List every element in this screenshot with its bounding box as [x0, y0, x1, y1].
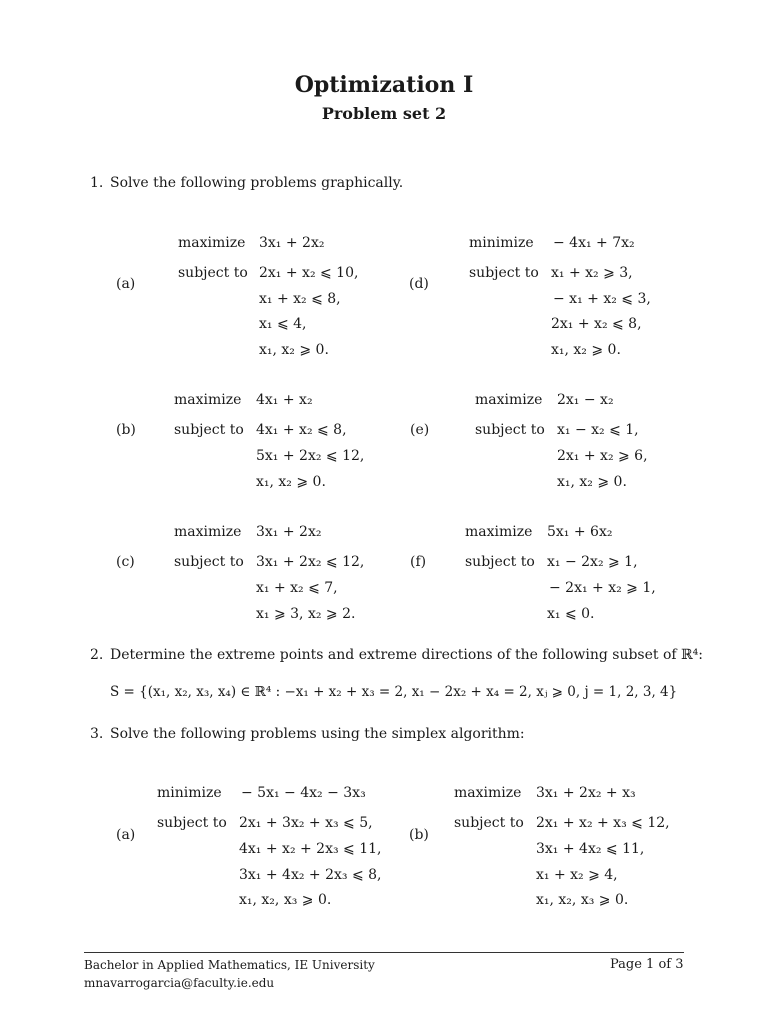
- q1c-constraint-1: 3x₁ + 2x₂ ⩽ 12,: [256, 554, 365, 570]
- q3b-constraint-2: 3x₁ + 4x₂ ⩽ 11,: [536, 841, 645, 857]
- q3-number: 3.: [90, 726, 104, 742]
- q1e-objective: 2x₁ − x₂: [557, 392, 614, 408]
- q1d-objective-keyword: minimize: [469, 235, 534, 251]
- q1b-constraint-2: 5x₁ + 2x₂ ⩽ 12,: [256, 448, 365, 464]
- q1a-objective-keyword: maximize: [178, 235, 246, 251]
- q3a-constraint-3: 3x₁ + 4x₂ + 2x₃ ⩽ 8,: [239, 867, 382, 883]
- q1d-constraint-1: x₁ + x₂ ⩾ 3,: [551, 265, 633, 281]
- q1b-constraint-3: x₁, x₂ ⩾ 0.: [256, 474, 326, 490]
- q1a-constraint-1: 2x₁ + x₂ ⩽ 10,: [259, 265, 359, 281]
- q3b-label: (b): [409, 827, 429, 843]
- q3a-subject-to: subject to: [157, 815, 227, 831]
- footer-page-number: Page 1 of 3: [610, 957, 684, 972]
- q1d-constraint-2: − x₁ + x₂ ⩽ 3,: [553, 291, 651, 307]
- q1e-constraint-3: x₁, x₂ ⩾ 0.: [557, 474, 627, 490]
- q1c-constraint-3: x₁ ⩾ 3, x₂ ⩾ 2.: [256, 606, 356, 622]
- document-subtitle: Problem set 2: [321, 104, 447, 123]
- q1d-constraint-3: 2x₁ + x₂ ⩽ 8,: [551, 316, 642, 332]
- q3b-subject-to: subject to: [454, 815, 524, 831]
- q3a-constraint-4: x₁, x₂, x₃ ⩾ 0.: [239, 892, 332, 908]
- q1f-constraint-3: x₁ ⩽ 0.: [547, 606, 595, 622]
- q1c-label: (c): [116, 554, 135, 570]
- q1-text: Solve the following problems graphically.: [110, 175, 404, 191]
- q1a-objective: 3x₁ + 2x₂: [259, 235, 325, 251]
- footer-email: mnavarrogarcia@faculty.ie.edu: [84, 976, 275, 990]
- q1b-constraint-1: 4x₁ + x₂ ⩽ 8,: [256, 422, 347, 438]
- q3a-objective-keyword: minimize: [157, 785, 222, 801]
- q1e-label: (e): [410, 422, 430, 438]
- q1b-objective-keyword: maximize: [174, 392, 242, 408]
- q3a-label: (a): [116, 827, 136, 843]
- q1e-objective-keyword: maximize: [475, 392, 543, 408]
- q1c-constraint-2: x₁ + x₂ ⩽ 7,: [256, 580, 338, 596]
- q1b-label: (b): [116, 422, 136, 438]
- q1c-objective-keyword: maximize: [174, 524, 242, 540]
- q1a-subject-to: subject to: [178, 265, 248, 281]
- q1d-objective: − 4x₁ + 7x₂: [553, 235, 635, 251]
- q1f-constraint-1: x₁ − 2x₂ ⩾ 1,: [547, 554, 638, 570]
- q1d-constraint-4: x₁, x₂ ⩾ 0.: [551, 342, 621, 358]
- q3-text: Solve the following problems using the simplex algorithm:: [110, 726, 525, 742]
- q3b-objective: 3x₁ + 2x₂ + x₃: [536, 785, 636, 801]
- q1c-objective: 3x₁ + 2x₂: [256, 524, 322, 540]
- q1f-objective-keyword: maximize: [465, 524, 533, 540]
- q3a-constraint-2: 4x₁ + x₂ + 2x₃ ⩽ 11,: [239, 841, 382, 857]
- q3b-constraint-3: x₁ + x₂ ⩾ 4,: [536, 867, 618, 883]
- q1e-constraint-2: 2x₁ + x₂ ⩾ 6,: [557, 448, 648, 464]
- q1e-subject-to: subject to: [475, 422, 545, 438]
- q3a-objective: − 5x₁ − 4x₂ − 3x₃: [241, 785, 366, 801]
- q3b-constraint-4: x₁, x₂, x₃ ⩾ 0.: [536, 892, 629, 908]
- q3b-constraint-1: 2x₁ + x₂ + x₃ ⩽ 12,: [536, 815, 670, 831]
- footer-institution: Bachelor in Applied Mathematics, IE University: [84, 958, 375, 972]
- q1e-constraint-1: x₁ − x₂ ⩽ 1,: [557, 422, 639, 438]
- q1f-objective: 5x₁ + 6x₂: [547, 524, 613, 540]
- q2-text: Determine the extreme points and extreme directions of the following subset of ℝ⁴:: [110, 647, 704, 663]
- q1c-subject-to: subject to: [174, 554, 244, 570]
- q1a-label: (a): [116, 276, 136, 292]
- q2-set-definition: S = {(x₁, x₂, x₃, x₄) ∈ ℝ⁴ : −x₁ + x₂ + x₃ = 2, x₁ − 2x₂ + x₄ = 2, xⱼ ⩾ 0, j = 1, 2, 3, 4}: [110, 684, 678, 700]
- q2-number: 2.: [90, 647, 104, 663]
- q3a-constraint-1: 2x₁ + 3x₂ + x₃ ⩽ 5,: [239, 815, 373, 831]
- document-title: Optimization I: [294, 72, 474, 98]
- q1a-constraint-2: x₁ + x₂ ⩽ 8,: [259, 291, 341, 307]
- q1d-label: (d): [409, 276, 429, 292]
- q1a-constraint-4: x₁, x₂ ⩾ 0.: [259, 342, 329, 358]
- q1-number: 1.: [90, 175, 104, 191]
- q1d-subject-to: subject to: [469, 265, 539, 281]
- q1b-objective: 4x₁ + x₂: [256, 392, 313, 408]
- q1f-subject-to: subject to: [465, 554, 535, 570]
- q1b-subject-to: subject to: [174, 422, 244, 438]
- q1f-label: (f): [410, 554, 427, 570]
- q1a-constraint-3: x₁ ⩽ 4,: [259, 316, 307, 332]
- q1f-constraint-2: − 2x₁ + x₂ ⩾ 1,: [549, 580, 656, 596]
- footer-rule: [84, 952, 684, 953]
- q3b-objective-keyword: maximize: [454, 785, 522, 801]
